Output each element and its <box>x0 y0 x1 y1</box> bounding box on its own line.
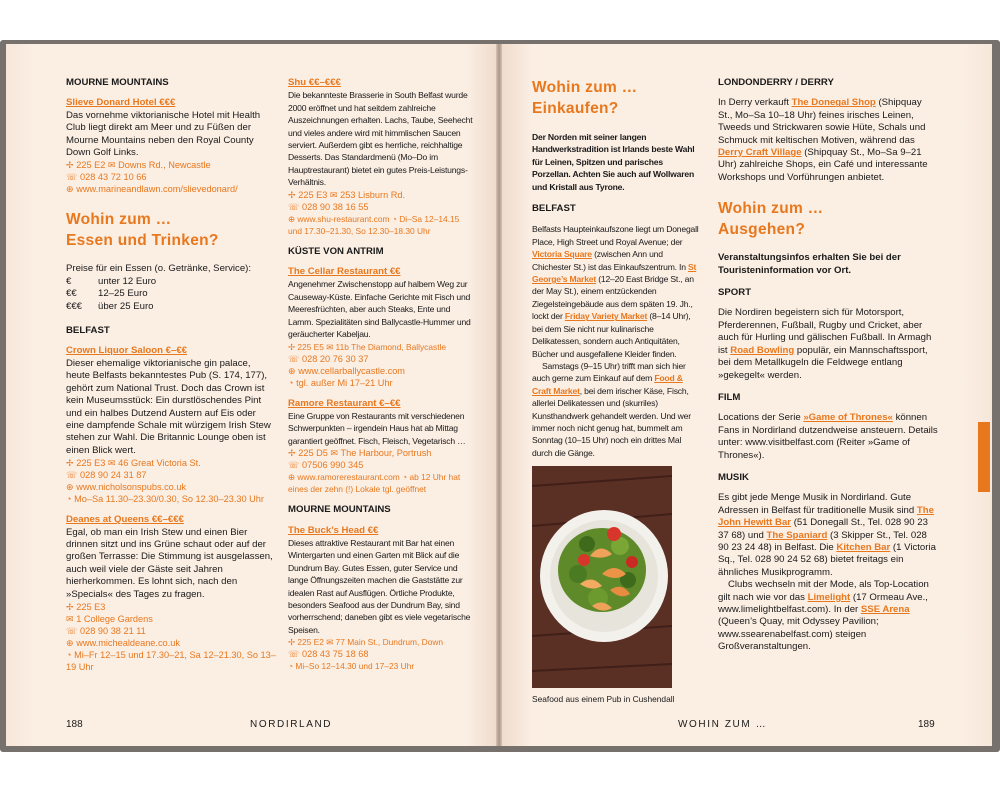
entry-name[interactable]: The Buck’s Head €€ <box>288 524 379 536</box>
price-intro: Preise für ein Essen (o. Getränke, Service): <box>66 263 252 275</box>
entry-website[interactable]: ⊕ www.shu-restaurant.com ◔ Di–Sa 12–14.15 und 17.30–21.30, So 12.30–18.30 Uhr <box>288 213 460 236</box>
section-heading-mourne-2: MOURNE MOUNTAINS <box>288 504 391 516</box>
text-run: In Derry verkauft <box>718 97 792 109</box>
text-run: Locations der Serie <box>718 412 804 424</box>
text-run: (Shipquay St., Mo–Sa 9–21 Uhr) zahlreiche Shops, ein Café und interessante Workshops und Vorführungen anbietet. <box>718 147 928 183</box>
link-donegal-shop[interactable]: The Donegal Shop <box>791 97 876 109</box>
entry-phone: ☏ 028 20 76 30 37 <box>288 353 369 364</box>
derry-paragraph <box>718 97 938 184</box>
entry-phone: ☏ 028 90 38 21 11 <box>66 625 146 636</box>
entry-phone: ☏ 028 90 38 16 55 <box>288 201 369 212</box>
entry-website[interactable]: ⊕ www.ramorerestaurant.com ◔ ab 12 Uhr hat eines der zehn (!) Lokale tgl. geöffnet <box>288 472 461 495</box>
right-column-2 <box>718 77 938 654</box>
entry-ramore <box>288 398 474 496</box>
text-run: Es gibt jede Menge Musik in Nordirland. Gute Adressen in Belfast für traditionelle Musik sind <box>718 492 917 516</box>
text-run: (51 Donegall St., Tel. 028 90 23 37 68) und <box>718 517 928 541</box>
link-the-spaniard[interactable]: The Spaniard <box>766 529 828 541</box>
entry-text: Das vornehme viktorianische Hotel mit Health Club liegt direkt am Meer und zu Füßen der Mourne Mountains neben den Royal County Down Golf Links. <box>66 109 261 159</box>
entry-name[interactable]: Crown Liquor Saloon €–€€ <box>66 345 188 357</box>
text-run: (8–14 Uhr), bei dem Sie nicht nur kulinarische Delikatessen, sondern auch Antiquitäten, Bücher und ausgefallene Kleider finden. <box>532 311 691 359</box>
entry-address: ✢ 225 E2 ✉ Downs Rd., Newcastle <box>66 160 211 171</box>
right-column-1 <box>532 77 700 459</box>
text-run: (1 Victoria Sq., Tel. 028 90 24 52 68) bietet freitags ein ähnliches Musikprogramm. <box>718 541 936 578</box>
text-run: (Shipquay St., Mo–Sa 10–18 Uhr) feines irisches Leinen, Tweeds und Strickwaren sowie Hüte, Schals und Schmuck mit keltischen Motiven, während das <box>718 97 926 146</box>
entry-hours: ◔ Mo–Sa 11.30–23.30/0.30, So 12.30–23.30 Uhr <box>66 494 264 505</box>
entry-text: Dieser ehemalige viktorianische gin palace, heute Belfasts bekanntestes Pub (S. 174, 177), gehört zum National Trust. Doch das Crown ist kein Museumsstück: Ein durstlöschendes Pint und ein halbes Dutzend Austern auf Eis oder eine dampfende Schale mit würzigem Irish Stew stehen zur Wahl. Die Britannic Lounge oben ist einen Blick wert. <box>66 357 271 456</box>
price-row <box>66 301 276 313</box>
section-heading-sport: SPORT <box>718 287 752 299</box>
entry-text: Angenehmer Zwischenstopp auf halbem Weg zur Causeway-Küste. Einfache Gerichte mit Fisch und Meeresfrüchten, aber auch Steaks, Ente und Lamm. Spezialitäten sind Ballycastle-Hummer und geräucherter Kabeljau. <box>288 279 471 340</box>
shopping-intro: Der Norden mit seiner langen Handwerkstradition ist Irlands beste Wahl für Leinen, Spitzen und parisches Porzellan. Achten Sie auch auf Wollwaren und Kristall aus Tyrone. <box>532 132 695 192</box>
entry-address: ✢ 225 E3 <box>66 601 106 612</box>
title-line-2: Essen und Trinken? <box>66 232 219 250</box>
link-kitchen-bar[interactable]: Kitchen Bar <box>836 541 891 553</box>
page-number-right: 189 <box>918 719 935 730</box>
entry-name[interactable]: Ramore Restaurant €–€€ <box>288 397 401 409</box>
entry-name[interactable]: The Cellar Restaurant €€ <box>288 266 401 278</box>
price-row <box>66 288 276 300</box>
entry-name[interactable]: Deanes at Queens €€–€€€ <box>66 514 184 526</box>
left-page <box>6 44 497 746</box>
entry-hours: ◔ Mi–Fr 12–15 und 17.30–21, Sa 12–21.30, So 13–19 Uhr <box>66 649 276 672</box>
price-range: 12–25 Euro <box>98 288 148 300</box>
running-head-left: NORDIRLAND <box>250 719 333 730</box>
entry-address: ✢ 225 E2 ✉ 77 Main St., Dundrum, Down <box>288 637 444 648</box>
page-number-left: 188 <box>66 719 83 730</box>
price-list <box>66 276 276 313</box>
entry-text: Die bekannteste Brasserie in South Belfast wurde 2000 eröffnet und hat seitdem zahlreiche Auszeichnungen erhalten. Lachs, Taube, Seehecht und vieles andere wird mit himmlischen Saucen serviert. Außerdem gibt es herrliche, reichhaltige Desserts. Das Standardmenü (Mo–Do im Hauptrestaurant) bietet ein gutes Preis-Leistungs-Verhältnis. <box>288 90 473 188</box>
left-column-1 <box>66 77 276 682</box>
photo-caption: Seafood aus einem Pub in Cushendall <box>532 694 675 704</box>
entry-text: Egal, ob man ein Irish Stew und einen Bier drinnen sitzt und ins Grüne schaut oder auf der großen Terrasse: Die Stimmung ist ausgelassen, auch weil viele der Gäste seit Jahren hierherkommen. Es lohnt sich, nach den »Specials« des Tages zu fragen. <box>66 526 273 600</box>
text-run: (zwischen Ann und Chichester St.) ist das Einkaufszentrum. In <box>532 249 688 272</box>
shopping-paragraph-1 <box>532 223 700 359</box>
link-sse-arena[interactable]: SSE Arena <box>860 604 910 615</box>
title-line-1: Wohin zum … <box>718 200 824 218</box>
sport-paragraph <box>718 307 938 381</box>
text-run: (17 Ormeau Ave., www.limelightbelfast.com). In der <box>718 591 928 615</box>
section-heading-musik: MUSIK <box>718 471 749 483</box>
entry-address: ✢ 225 D5 ✉ The Harbour, Portrush <box>288 448 432 459</box>
entry-website[interactable]: ⊕ www.michealdeane.co.uk <box>66 637 180 648</box>
section-heading-antrim: KÜSTE VON ANTRIM <box>288 245 384 257</box>
entry-cellar <box>288 266 474 388</box>
entry-hours: ◔ Mi–So 12–14.30 und 17–23 Uhr <box>288 661 415 672</box>
price-range: unter 12 Euro <box>98 275 157 287</box>
veranstaltung-info: Veranstaltungsinfos erhalten Sie bei der Touristeninformation vor Ort. <box>718 252 901 276</box>
entry-bucks-head <box>288 525 474 673</box>
entry-text: Dieses attraktive Restaurant mit Bar hat einen Wintergarten und einen Garten mit Blick auf die Dundrum Bay. Gutes Essen, guter Service und lange Öffnungszeiten machen die Gaststätte zur idealen Rast auf Ausflügen. Örtliche Produkte, besonders Seafood aus der Dundrum Bay, sind vorherrschend; daneben gibt es viele vegetarische Speisen. <box>288 537 471 635</box>
text-run: (12–20 East Bridge St., an der May St.), einem entzückenden Ziegelsteingebäude aus dem späten 19. Jh., lockt der <box>532 274 694 322</box>
entry-shu <box>288 77 474 237</box>
title-line-2: Ausgehen? <box>718 221 806 239</box>
chapter-tab-marker <box>978 422 990 492</box>
section-heading-belfast: BELFAST <box>532 203 576 215</box>
section-heading-derry: LONDONDERRY / DERRY <box>718 77 834 88</box>
price-symbol: € <box>66 275 72 287</box>
link-game-of-thrones[interactable]: »Game of Thrones« <box>803 412 893 424</box>
section-title-essen <box>66 209 276 251</box>
shopping-paragraph-2 <box>532 360 700 459</box>
price-row <box>66 276 276 288</box>
link-friday-variety-market[interactable]: Friday Variety Market <box>564 311 648 322</box>
left-column-2 <box>288 77 474 681</box>
section-heading-film: FILM <box>718 391 741 403</box>
text-run: , bei dem irischer Käse, Fisch, allerlei Delikatessen und (skurriles) Kunsthandwerk gehandelt werden. Und wer immer noch nicht genug hat, bummelt am Sonntag (10–15 Uhr) noch ein drittes Mal durch die Gänge. <box>532 385 691 458</box>
entry-slieve-donard <box>66 97 276 195</box>
price-range: über 25 Euro <box>98 300 154 312</box>
section-title-einkaufen <box>532 77 700 119</box>
text-run: populär, ein Mannschaftssport, bei dem Metallkugeln die Feldwege entlang »gekegelt« werden. <box>718 344 928 381</box>
section-heading-belfast: BELFAST <box>66 325 110 337</box>
entry-text: Eine Gruppe von Restaurants mit verschiedenen Schwerpunkten – irgendein Haus hat ab Mittag garantiert geöffnet. Fisch, Fleisch, Vegetarisch … <box>288 410 466 446</box>
text-run: können Fans in Nordirland dutzendweise ansteuern. Details unter: www.visitbelfast.com (Reiter »Game of Thrones«). <box>718 412 938 461</box>
link-limelight[interactable]: Limelight <box>807 591 851 603</box>
seafood-photo <box>532 466 672 688</box>
link-road-bowling[interactable]: Road Bowling <box>730 344 795 356</box>
text-run: (3 Skipper St., Tel. 028 90 23 24 48) in Belfast. Die <box>718 529 927 553</box>
text-run: Clubs wechseln mit der Mode, als Top-Location gilt nach wie vor das <box>718 579 929 603</box>
title-line-1: Wohin zum … <box>66 211 172 229</box>
text-run: (Queen’s Quay, mit Odyssey Pavilion; www.ssearenabelfast.com) steigen Großveranstaltungen. <box>718 616 879 653</box>
link-st-georges-market[interactable]: St George’s Market <box>532 261 697 285</box>
text-run: Die Nordiren begeistern sich für Motorsport, Pferderennen, Fußball, Rugby und Cricket, aber auch für Hurling und gälischen Fußball. In Armagh ist <box>718 307 932 356</box>
link-food-craft-market[interactable]: Food & Craft Market <box>532 373 683 396</box>
text-run: Samstags (9–15 Uhr) trifft man sich hier auch gerne zum Einkauf auf dem <box>532 360 686 384</box>
entry-name[interactable]: Shu €€–€€€ <box>288 77 341 88</box>
title-line-1: Wohin zum … <box>532 79 638 96</box>
entry-website[interactable]: ⊕ www.cellarballycastle.com <box>288 365 405 376</box>
entry-phone: ☏ 028 43 72 10 66 <box>66 172 147 183</box>
entry-address: ✢ 225 E3 ✉ 253 Lisburn Rd. <box>288 189 406 200</box>
link-john-hewitt-bar[interactable]: The John Hewitt Bar <box>718 504 934 529</box>
text-run: Belfasts Haupteinkaufszone liegt um Donegall Place, High Street und Royal Avenue; der <box>532 224 699 247</box>
title-line-2: Einkaufen? <box>532 100 619 117</box>
entry-website[interactable]: ⊕ www.marineandlawn.com/slievedonard/ <box>66 184 238 195</box>
musik-paragraph <box>718 492 938 579</box>
entry-name[interactable]: Slieve Donard Hotel €€€ <box>66 97 176 109</box>
film-paragraph <box>718 412 938 462</box>
entry-hours: ◔ tgl. außer Mi 17–21 Uhr <box>288 377 393 388</box>
link-victoria-square[interactable]: Victoria Square <box>532 249 592 260</box>
clubs-paragraph <box>718 579 938 653</box>
entry-deanes <box>66 514 276 673</box>
entry-website[interactable]: ⊕ www.nicholsonspubs.co.uk <box>66 482 187 493</box>
entry-phone: ☏ 028 90 24 31 87 <box>66 470 147 481</box>
entry-phone: ☏ 07506 990 345 <box>288 460 364 471</box>
entry-address: ✢ 225 E3 ✉ 46 Great Victoria St. <box>66 458 201 469</box>
price-symbol: €€ <box>66 288 77 300</box>
entry-address: ✢ 225 E5 ✉ 11b The Diamond, Ballycastle <box>288 341 447 352</box>
entry-crown-liquor <box>66 345 276 505</box>
section-heading-mourne: MOURNE MOUNTAINS <box>66 77 169 88</box>
link-derry-craft-village[interactable]: Derry Craft Village <box>718 147 802 159</box>
entry-street: ✉ 1 College Gardens <box>66 613 153 624</box>
running-head-right: WOHIN ZUM … <box>678 719 768 730</box>
section-title-ausgehen <box>718 198 938 240</box>
seafood-plate-image <box>532 466 672 688</box>
right-page <box>502 44 992 746</box>
price-symbol: €€€ <box>66 300 83 312</box>
entry-phone: ☏ 028 43 75 18 68 <box>288 649 369 660</box>
